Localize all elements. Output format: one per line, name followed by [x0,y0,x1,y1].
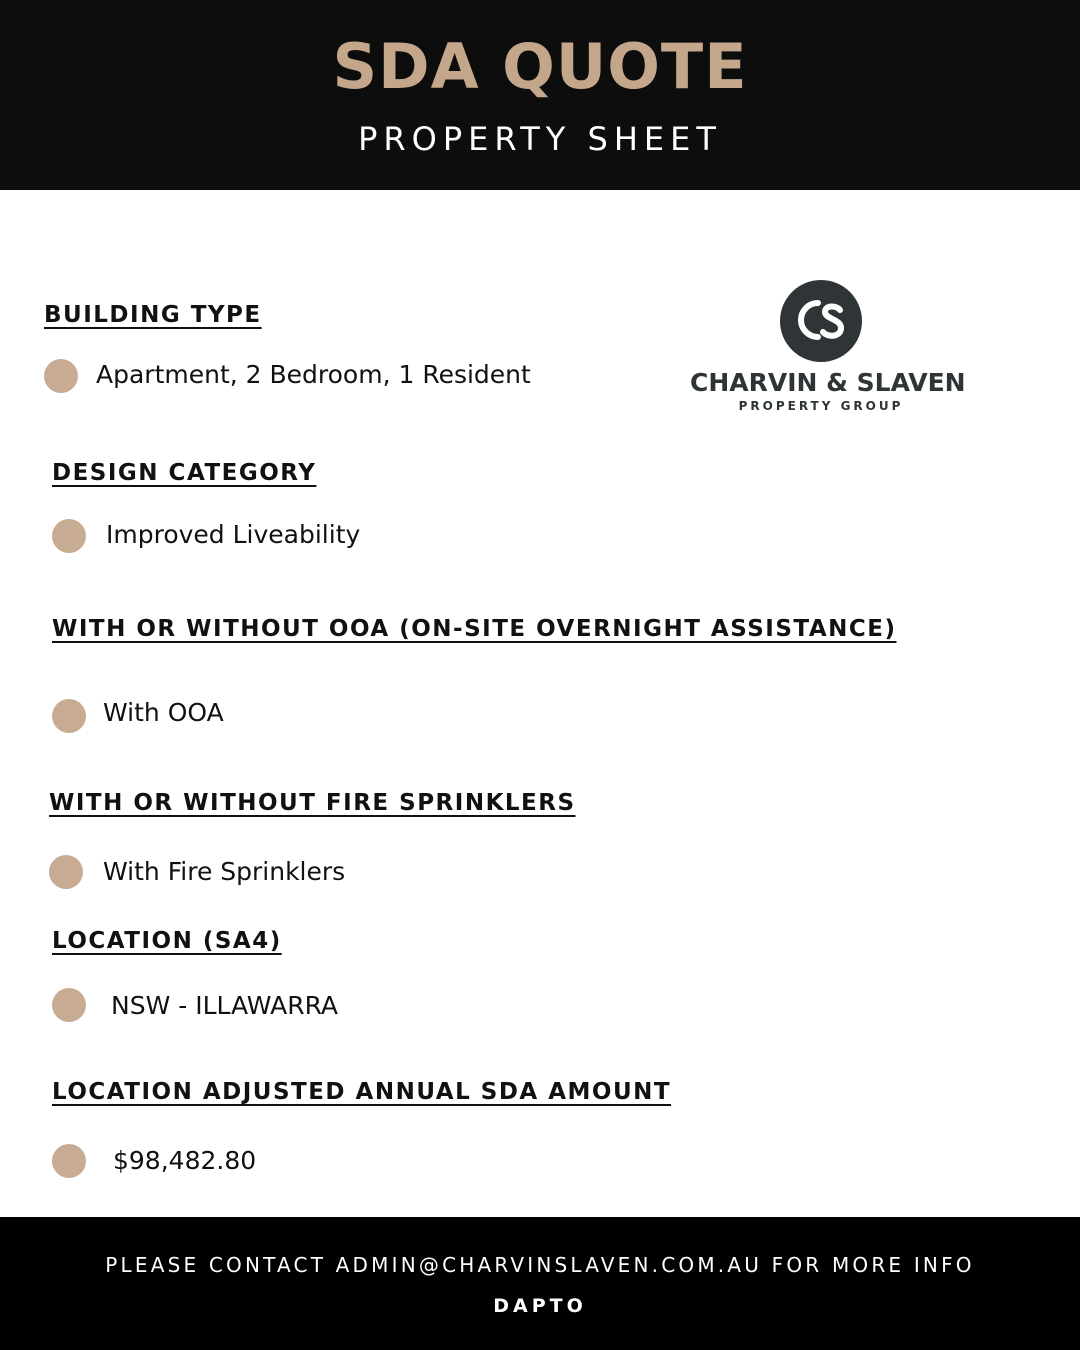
footer-banner [0,1217,1080,1350]
section-heading-design-category: DESIGN CATEGORY [52,460,317,486]
page-subtitle: PROPERTY SHEET [358,120,722,158]
bullet-icon [52,699,86,733]
section-value-fire-sprinklers: With Fire Sprinklers [103,857,346,886]
bullet-icon [44,359,78,393]
section-value-ooa: With OOA [103,698,224,727]
company-logo [690,280,966,420]
section-value-building-type: Apartment, 2 Bedroom, 1 Resident [96,360,531,389]
page-title: SDA QUOTE [332,30,748,103]
logo-tagline: PROPERTY GROUP [738,399,904,413]
bullet-icon [49,855,83,889]
section-value-location: NSW - ILLAWARRA [111,991,339,1020]
bullet-icon [52,988,86,1022]
section-value-sda-amount: $98,482.80 [113,1146,257,1175]
section-heading-fire-sprinklers: WITH OR WITHOUT FIRE SPRINKLERS [49,790,576,816]
contact-info: PLEASE CONTACT ADMIN@CHARVINSLAVEN.COM.AU FOR MORE INFO [105,1253,975,1277]
logo-monogram-icon [780,280,862,362]
section-heading-sda-amount: LOCATION ADJUSTED ANNUAL SDA AMOUNT [52,1079,672,1105]
header-banner [0,0,1080,190]
suburb-label: DAPTO [493,1295,587,1317]
bullet-icon [52,519,86,553]
section-value-design-category: Improved Liveability [106,520,361,549]
bullet-icon [52,1144,86,1178]
section-heading-building-type: BUILDING TYPE [44,302,262,328]
logo-company-name: CHARVIN & SLAVEN [690,368,966,397]
section-heading-ooa: WITH OR WITHOUT OOA (ON-SITE OVERNIGHT ASSISTANCE) [52,616,897,642]
section-heading-location: LOCATION (SA4) [52,928,282,954]
